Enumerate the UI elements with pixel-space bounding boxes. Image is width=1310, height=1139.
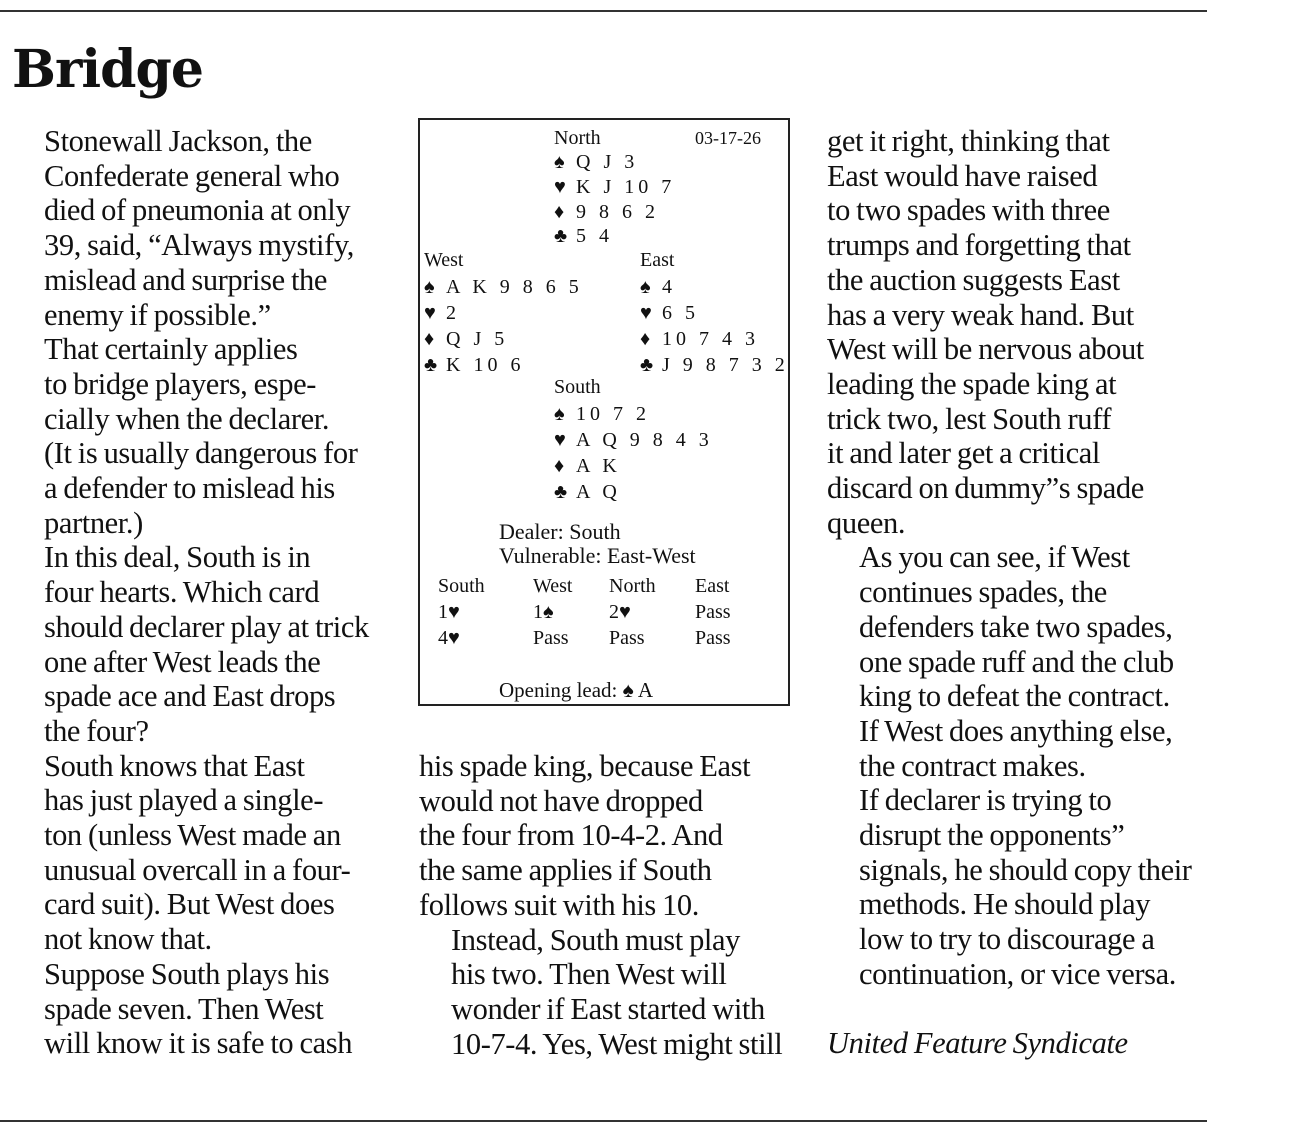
south-spades: ♠ 10 7 2: [554, 403, 650, 425]
auction-header-west: West: [533, 575, 573, 597]
bottom-rule: [0, 1120, 1207, 1122]
diagram-date: 03-17-26: [695, 128, 761, 148]
auction-header-east: East: [695, 575, 730, 597]
south-hearts: ♥ A Q 9 8 4 3: [554, 429, 713, 451]
diamond-icon: ♦: [554, 455, 565, 477]
club-icon: ♣: [424, 354, 438, 376]
east-diamonds: ♦ 10 7 4 3: [640, 328, 759, 350]
heart-icon: ♥: [554, 176, 566, 198]
auction-bid: Pass: [695, 601, 731, 623]
auction-header-north: North: [609, 575, 656, 597]
south-diamonds: ♦ A K: [554, 455, 621, 477]
paragraph-continued: his spade king, because East would not have dropped the four from 10-4-2. And the same applies if South follows suit with his 10.: [419, 749, 751, 922]
syndicate-credit: United Feature Syndicate: [827, 1026, 1128, 1061]
club-icon: ♣: [554, 225, 568, 247]
heart-icon: ♥: [554, 429, 566, 451]
west-hearts: ♥ 2: [424, 302, 460, 324]
paragraph-5: Suppose South plays his spade seven. Then West will know it is safe to cash: [44, 956, 353, 1061]
north-diamonds: ♦ 9 8 6 2: [554, 201, 659, 223]
paragraph: Instead, South must play his two. Then West will wonder if East started with 10-7-4. Yes, West might still: [451, 922, 783, 1061]
north-clubs: ♣ 5 4: [554, 225, 613, 247]
east-label: East: [640, 249, 675, 271]
paragraph: As you can see, if West continues spades, the defenders take two spades, one spade ruff and the club king to defeat the contract. If West does anything else, the contract makes.: [859, 540, 1174, 783]
heart-icon: ♥: [640, 302, 652, 324]
spade-icon: ♠: [424, 276, 435, 298]
paragraph-4: South knows that East has just played a single- ton (unless West made an unusual overcall in a four- card suit). But West does not know that.: [44, 748, 351, 957]
article-column-1: [12, 124, 407, 1061]
south-label: South: [554, 376, 601, 398]
east-hearts: ♥ 6 5: [640, 302, 699, 324]
auction-header-south: South: [438, 575, 485, 597]
auction-bid: 4♥: [438, 627, 460, 649]
heart-icon: ♥: [424, 302, 436, 324]
article-column-2: [419, 749, 814, 1061]
page-title: Bridge: [12, 39, 203, 100]
auction-bid: 1♥: [438, 601, 460, 623]
north-hearts: ♥ K J 10 7: [554, 176, 676, 198]
top-rule: [0, 10, 1207, 12]
opening-lead: Opening lead: ♠ A: [499, 678, 654, 702]
auction-bid: Pass: [609, 627, 645, 649]
paragraph: If declarer is trying to disrupt the opponents” signals, he should copy their methods. He should play low to try to discourage a continuation, or vice versa.: [859, 783, 1192, 991]
paragraph-1: Stonewall Jackson, the Confederate general who died of pneumonia at only 39, said, “Always mystify, mislead and surprise the enemy if possible.”: [44, 124, 354, 332]
spade-icon: ♠: [640, 276, 651, 298]
club-icon: ♣: [640, 354, 654, 376]
diamond-icon: ♦: [640, 328, 651, 350]
paragraph-continued: get it right, thinking that East would have raised to two spades with three trumps and forgetting that the auction suggests East has a very weak hand. But West will be nervous about leading the spade king at trick two, lest South ruff it and later get a critical discard on dummy”s spade queen.: [827, 124, 1144, 540]
east-clubs: ♣ J 9 8 7 3 2: [640, 354, 789, 376]
north-label: North: [554, 127, 601, 149]
west-label: West: [424, 249, 464, 271]
north-spades: ♠ Q J 3: [554, 151, 639, 173]
paragraph-2: That certainly applies to bridge players, espe- cially when the declarer. (It is usually dangerous for a defender to mislead his partner.): [44, 332, 358, 540]
auction-bid: Pass: [695, 627, 731, 649]
auction-bid: 2♥: [609, 601, 631, 623]
dealer-text: Dealer: South: [499, 519, 621, 544]
paragraph-3: In this deal, South is in four hearts. Which card should declarer play at trick one after West leads the spade ace and East drops the four?: [44, 540, 369, 748]
west-diamonds: ♦ Q J 5: [424, 328, 509, 350]
west-spades: ♠ A K 9 8 6 5: [424, 276, 583, 298]
east-spades: ♠ 4: [640, 276, 676, 298]
diamond-icon: ♦: [424, 328, 435, 350]
south-clubs: ♣ A Q: [554, 481, 621, 503]
spade-icon: ♠: [554, 403, 565, 425]
article-column-3: [827, 124, 1222, 1061]
spade-icon: ♠: [554, 151, 565, 173]
auction-bid: Pass: [533, 627, 569, 649]
club-icon: ♣: [554, 481, 568, 503]
vulnerable-text: Vulnerable: East-West: [499, 543, 696, 568]
west-clubs: ♣ K 10 6: [424, 354, 525, 376]
diamond-icon: ♦: [554, 201, 565, 223]
auction-bid: 1♠: [533, 601, 554, 623]
bridge-diagram: [418, 118, 790, 706]
